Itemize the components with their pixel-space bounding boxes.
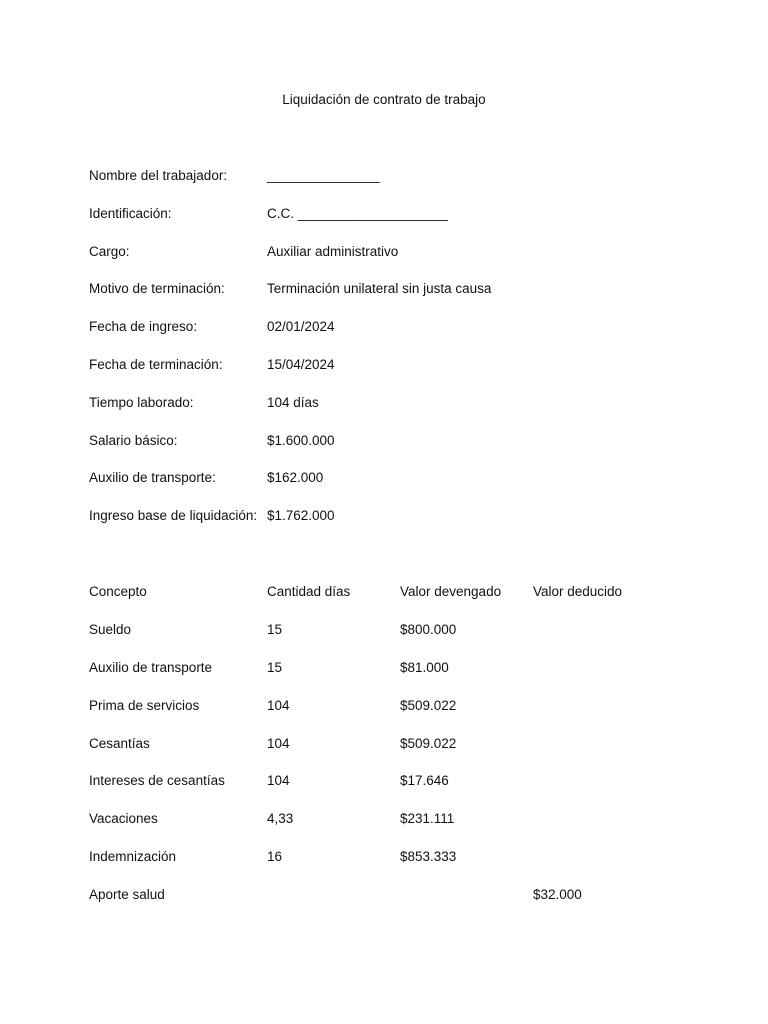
table-cell: Prima de servicios bbox=[89, 697, 200, 713]
info-label: Fecha de terminación: bbox=[89, 356, 223, 372]
table-cell: $81.000 bbox=[400, 659, 449, 675]
table-row bbox=[89, 660, 666, 698]
info-value: _______________ bbox=[267, 168, 380, 183]
column-header: Valor deducido bbox=[533, 584, 623, 599]
table-row bbox=[89, 698, 666, 736]
info-label: Tiempo laborado: bbox=[89, 394, 194, 410]
column-header: Cantidad días bbox=[267, 584, 351, 599]
table-cell: $509.022 bbox=[400, 697, 457, 713]
table-row bbox=[89, 887, 666, 925]
info-row-settlement-base bbox=[89, 508, 491, 546]
info-label: Fecha de ingreso: bbox=[89, 319, 198, 335]
table-cell: 104 bbox=[267, 697, 290, 713]
table-cell: Aporte salud bbox=[89, 887, 165, 903]
table-cell: $509.022 bbox=[400, 735, 457, 751]
table-cell: Cesantías bbox=[89, 735, 150, 751]
info-value: $162.000 bbox=[267, 470, 324, 486]
info-row-termination-reason bbox=[89, 281, 491, 319]
info-row-identification bbox=[89, 206, 491, 244]
table-cell: Intereses de cesantías bbox=[89, 773, 225, 789]
table-cell: $231.111 bbox=[400, 811, 455, 827]
info-row-base-salary bbox=[89, 433, 491, 471]
table-cell: 104 bbox=[267, 773, 290, 789]
info-value: $1.762.000 bbox=[267, 508, 335, 524]
table-cell: Vacaciones bbox=[89, 811, 158, 827]
info-label: Identificación: bbox=[89, 205, 172, 221]
info-label: Salario básico: bbox=[89, 432, 178, 448]
table-header-row bbox=[89, 584, 666, 622]
info-label: Cargo: bbox=[89, 243, 130, 259]
info-label: Ingreso base de liquidación: bbox=[89, 508, 258, 524]
info-value: 02/01/2024 bbox=[267, 319, 335, 335]
info-label: Auxilio de transporte: bbox=[89, 470, 216, 486]
info-value: 104 días bbox=[267, 394, 319, 410]
table-row bbox=[89, 622, 666, 660]
worker-info-section bbox=[89, 168, 491, 546]
table-cell: $17.646 bbox=[400, 773, 449, 789]
table-row bbox=[89, 849, 666, 887]
info-value: Auxiliar administrativo bbox=[267, 243, 399, 259]
info-row-end-date bbox=[89, 357, 491, 395]
table-cell: 16 bbox=[267, 849, 283, 865]
table-cell: $800.000 bbox=[400, 621, 457, 637]
settlement-table bbox=[89, 584, 666, 925]
table-cell: Auxilio de transporte bbox=[89, 659, 213, 675]
table-cell: 4,33 bbox=[267, 811, 294, 827]
column-header: Valor devengado bbox=[400, 584, 502, 599]
table-cell: 15 bbox=[267, 621, 283, 637]
info-label: Motivo de terminación: bbox=[89, 281, 225, 297]
table-cell: 15 bbox=[267, 659, 283, 675]
table-row bbox=[89, 736, 666, 774]
table-cell: Indemnización bbox=[89, 849, 177, 865]
document-title: Liquidación de contrato de trabajo bbox=[282, 92, 486, 107]
table-row bbox=[89, 773, 666, 811]
info-row-time-worked bbox=[89, 395, 491, 433]
table-row bbox=[89, 811, 666, 849]
info-value: $1.600.000 bbox=[267, 432, 335, 448]
table-cell: 104 bbox=[267, 735, 290, 751]
info-row-position bbox=[89, 244, 491, 282]
info-value: C.C. ____________________ bbox=[267, 205, 448, 221]
table-cell: $32.000 bbox=[533, 887, 582, 903]
info-label: Nombre del trabajador: bbox=[89, 168, 228, 183]
info-row-worker-name bbox=[89, 168, 491, 206]
info-row-transport-aid bbox=[89, 470, 491, 508]
info-value: 15/04/2024 bbox=[267, 356, 335, 372]
column-header: Concepto bbox=[89, 584, 147, 599]
table-cell: Sueldo bbox=[89, 621, 132, 637]
info-row-start-date bbox=[89, 319, 491, 357]
table-cell: $853.333 bbox=[400, 849, 457, 865]
info-value: Terminación unilateral sin justa causa bbox=[267, 281, 492, 297]
